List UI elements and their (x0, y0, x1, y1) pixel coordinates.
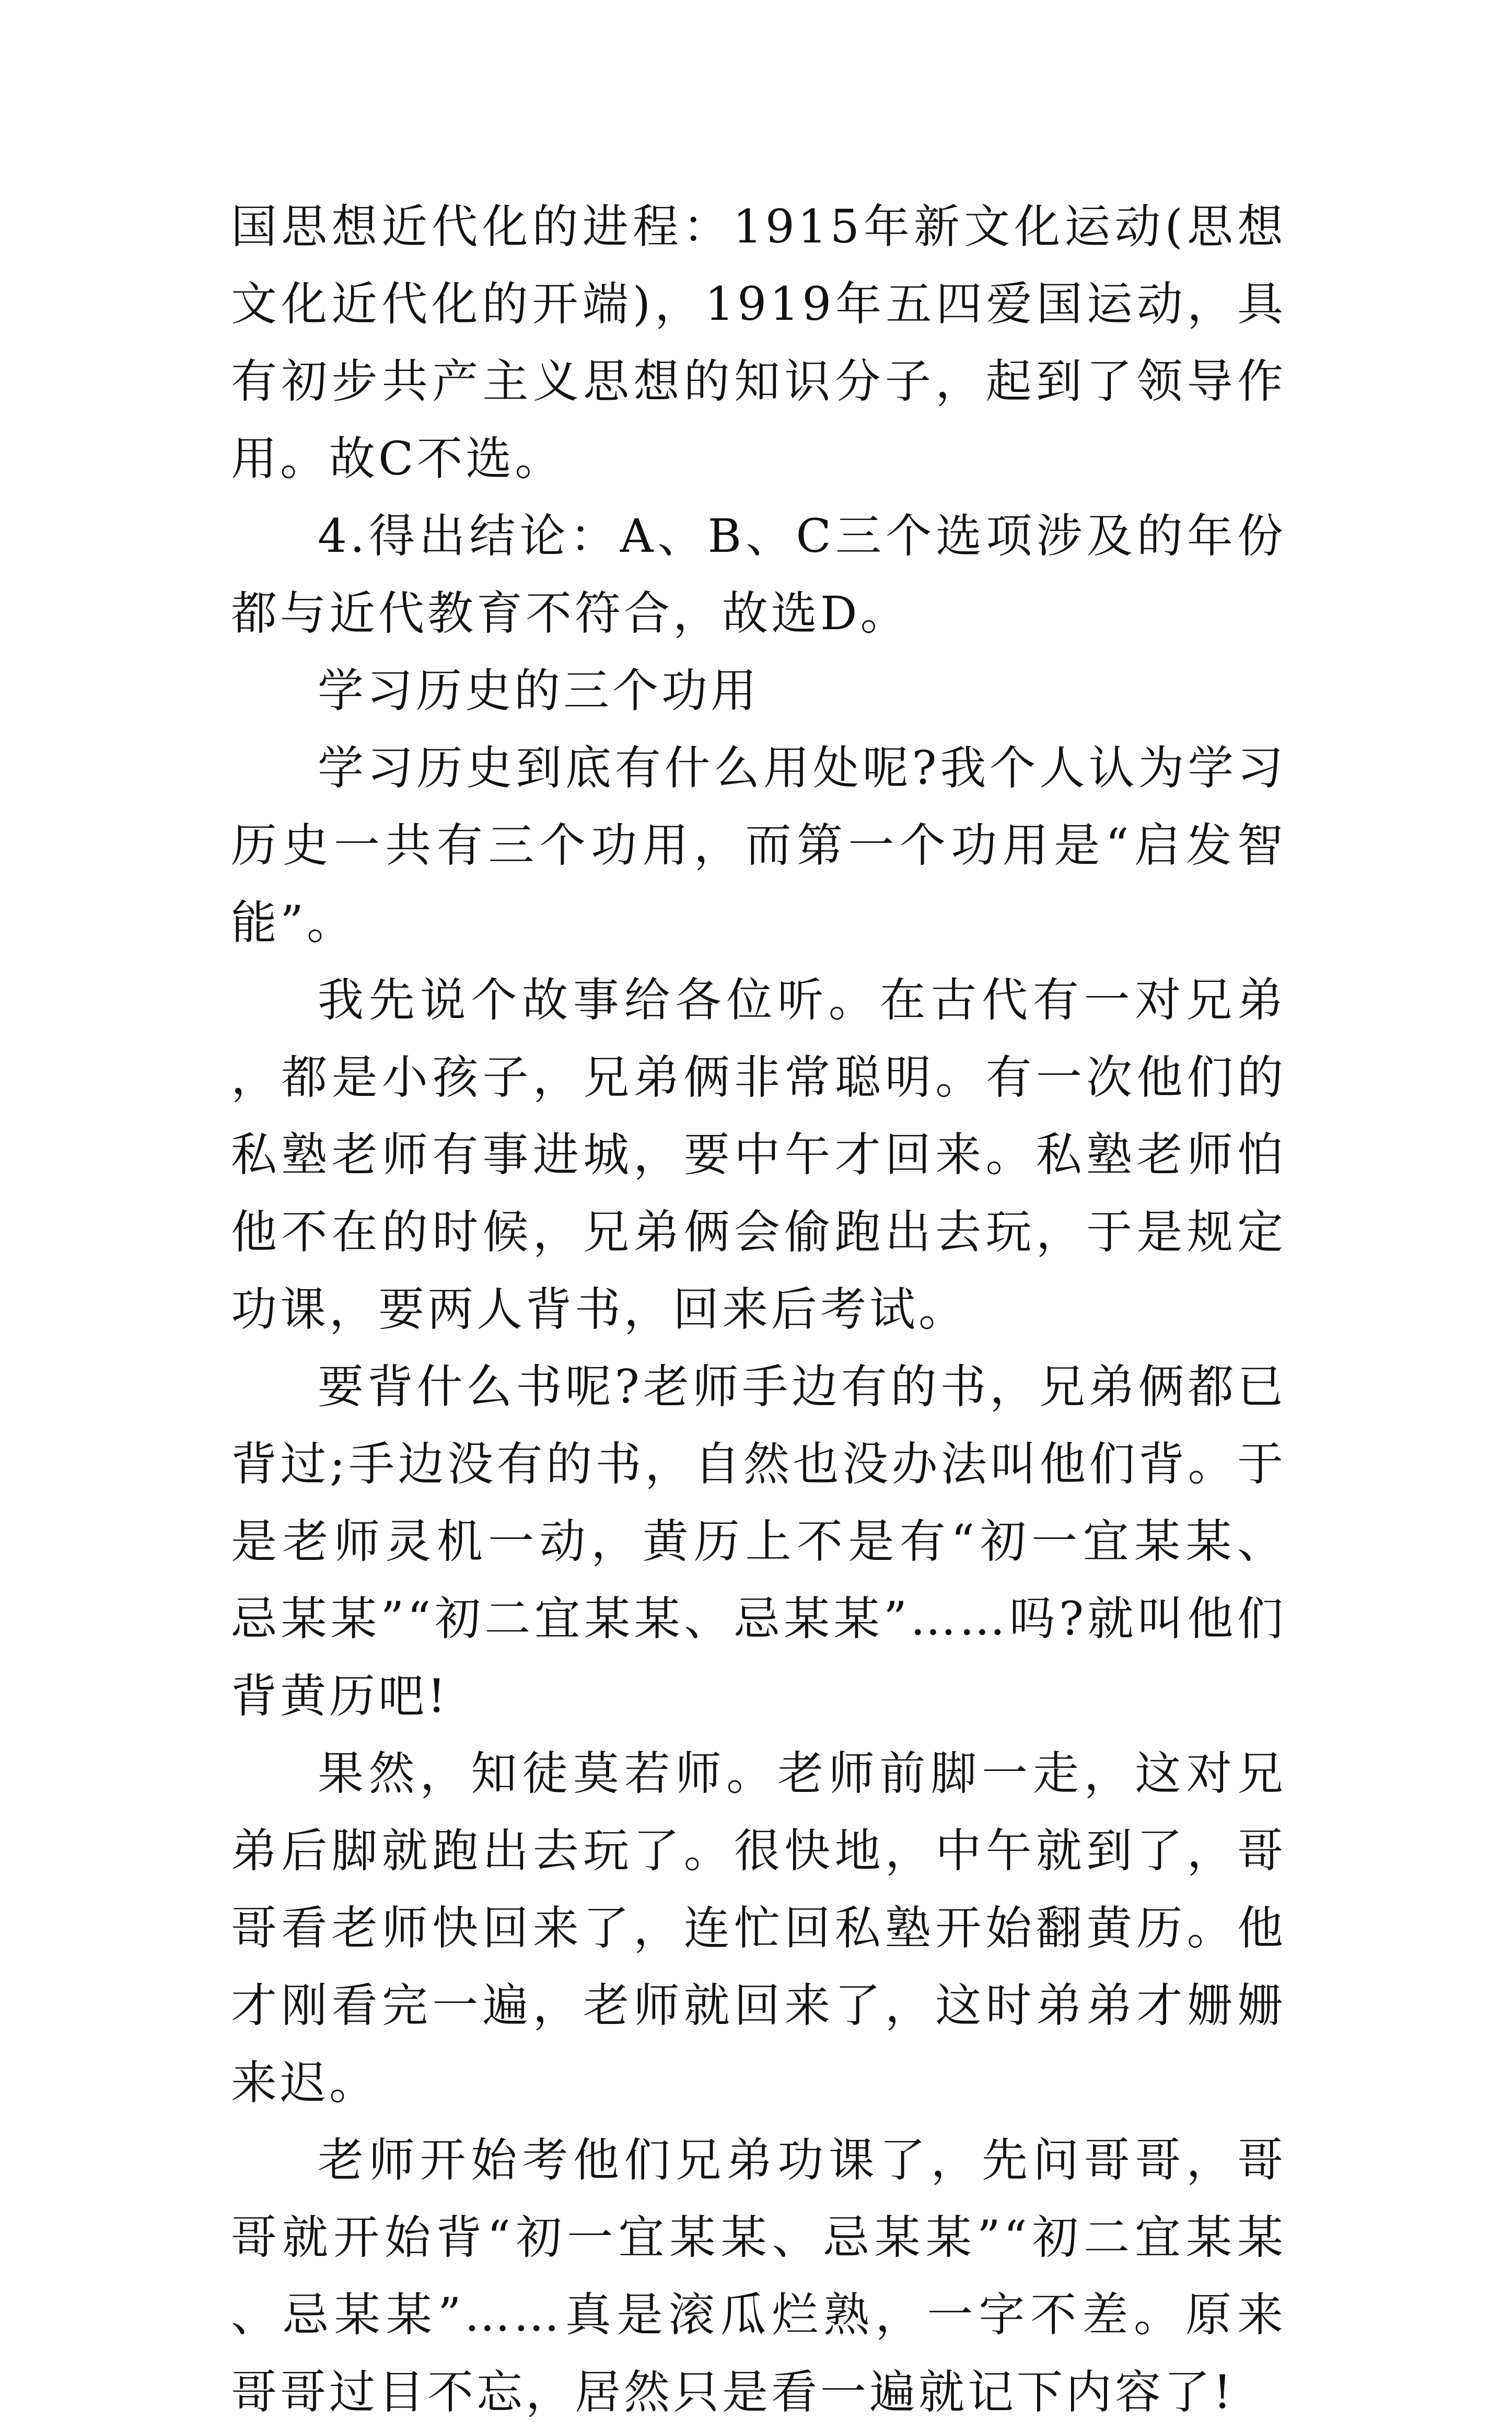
paragraph-intro: 学习历史到底有什么用处呢?我个人认为学习历史一共有三个功用，而第一个功用是“启发智能”。 (231, 741, 1286, 950)
section-heading: 学习历史的三个功用 (318, 664, 760, 717)
paragraph-continued-text: 国思想近代化的进程：1915年新文化运动(思想文化近代化的开端)，1919年五四爱国运动，具有初步共产主义思想的知识分子，起到了领导作用。故C不选。 (231, 200, 1286, 485)
paragraph-almanac: 要背什么书呢?老师手边有的书，兄弟俩都已背过;手边没有的书，自然也没办法叫他们背。于是老师灵机一动，黄历上不是有“初一宜某某、忌某某”“初二宜某某、忌某某”……吗?就叫他们背黄历吧! (231, 1360, 1286, 1723)
paragraph-story-start: 我先说个故事给各位听。在古代有一对兄弟，都是小孩子，兄弟俩非常聪明。有一次他们的私塾老师有事进城，要中午才回来。私塾老师怕他不在的时候，兄弟俩会偷跑出去玩，于是规定功课，要两人背书，回来后考试。 (231, 973, 1286, 1336)
paragraph-conclusion: 4.得出结论：A、B、C三个选项涉及的年份都与近代教育不符合，故选D。 (231, 509, 1286, 640)
document-body (231, 188, 1286, 2431)
paragraph-test: 老师开始考他们兄弟功课了，先问哥哥，哥哥就开始背“初一宜某某、忌某某”“初二宜某某、忌某某”……真是滚瓜烂熟，一字不差。原来哥哥过目不忘，居然只是看一遍就记下内容了! (231, 2133, 1286, 2419)
paragraph-brothers-play: 果然，知徒莫若师。老师前脚一走，这对兄弟后脚就跑出去玩了。很快地，中午就到了，哥哥看老师快回来了，连忙回私塾开始翻黄历。他才刚看完一遍，老师就回来了，这时弟弟才姗姗来迟。 (231, 1746, 1286, 2110)
